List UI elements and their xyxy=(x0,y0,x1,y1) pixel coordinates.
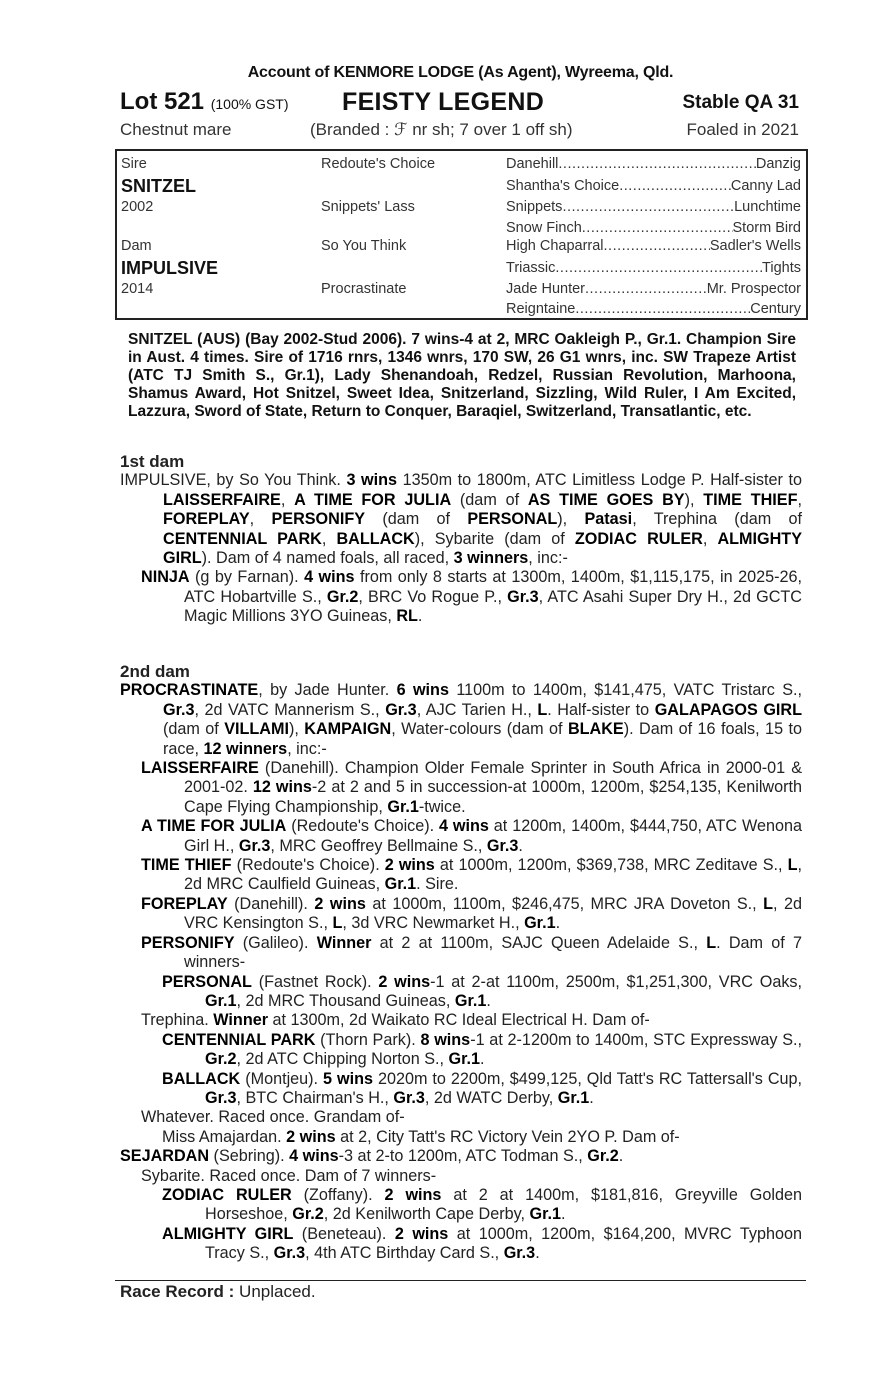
race-record-value: Unplaced. xyxy=(234,1282,316,1301)
highlight-text: Gr.3 xyxy=(205,1088,237,1107)
dam-label: Dam xyxy=(121,238,152,254)
dam-dam: Procrastinate xyxy=(321,281,407,297)
highlight-text: 6 wins xyxy=(396,681,449,700)
body-text: (Redoute's Choice). xyxy=(231,856,385,875)
body-text: , xyxy=(280,490,295,509)
dam-year: 2014 xyxy=(121,281,154,297)
body-text: Miss Amajardan. xyxy=(162,1127,287,1146)
highlight-text: PERSONIFY xyxy=(141,933,235,952)
body-text: (Galileo). xyxy=(234,933,317,952)
pedigree-gen3-right: Tights xyxy=(762,260,801,276)
highlight-text: BALLACK xyxy=(162,1069,241,1088)
body-text: , 2d MRC Thousand Guineas, xyxy=(236,991,455,1010)
dot-leader xyxy=(562,199,734,215)
highlight-text: BLAKE xyxy=(567,720,624,739)
highlight-text: VILLAMI xyxy=(224,720,289,739)
highlight-text: Gr.1 xyxy=(557,1088,590,1107)
pedigree-paragraph xyxy=(120,1128,802,1147)
body-text: from only 8 starts at 1300m, 1400m, $1,115,175, in 2025-26, ATC Hobartville S., xyxy=(184,568,802,606)
pedigree-paragraph xyxy=(120,1225,802,1264)
highlight-text: CENTENNIAL PARK xyxy=(163,529,322,548)
stable-label: Stable QA 31 xyxy=(682,92,799,113)
body-text: (Danehill). xyxy=(227,894,315,913)
body-text: IMPULSIVE, by So You Think. xyxy=(120,471,347,490)
body-text: (dam of xyxy=(163,720,225,739)
body-text: . xyxy=(486,991,491,1010)
pedigree-gen3-row xyxy=(506,260,801,276)
highlight-text: 12 wins xyxy=(252,778,312,797)
dot-leader xyxy=(582,220,733,236)
lot-number xyxy=(120,88,289,116)
highlight-text: Gr.1 xyxy=(387,797,419,816)
highlight-text: TIME THIEF xyxy=(141,856,232,875)
highlight-text: Winner xyxy=(213,1011,269,1030)
race-record xyxy=(120,1282,316,1302)
body-text: . xyxy=(535,1244,540,1263)
body-text: . xyxy=(518,836,523,855)
highlight-text: Gr.1 xyxy=(454,991,487,1010)
body-text: at 1000m, 1200m, $369,738, MRC Zeditave S., xyxy=(434,856,788,875)
body-text: (Montjeu). xyxy=(240,1069,324,1088)
pedigree-gen3-row xyxy=(506,301,801,317)
body-text: Sybarite. Raced once. Dam of 7 winners- xyxy=(141,1166,437,1185)
body-text: , AJC Tarien H., xyxy=(416,700,538,719)
sire-summary: SNITZEL (AUS) (Bay 2002-Stud 2006). 7 wins-4 at 2, MRC Oakleigh P., Gr.1. Champion Sire in Aust. 4 times. Sire of 1716 rnrs, 1346 wnrs, 170 SW, 26 G1 wnrs, inc. SW Trapeze Artist (ATC TJ Smith S., Gr.1), Lady Shenandoah, Redzel, Russian Revolution, Marhoona, Shamus Award, Hot Snitzel, Sweet Idea, Snitzerland, Sizzling, Wild Ruler, I Am Excited, Lazzura, Sword of State, Return to Conquer, Baraqiel, Switzerland, Transatlantic, etc. xyxy=(128,331,796,420)
body-text: , Water-colours (dam of xyxy=(391,720,568,739)
body-text: , 4th ATC Birthday Card S., xyxy=(305,1244,504,1263)
body-text: , xyxy=(249,510,272,529)
body-text: (Redoute's Choice). xyxy=(286,817,440,836)
body-text: . xyxy=(555,914,561,933)
body-text: ). Dam of 4 named foals, all raced, xyxy=(201,549,454,568)
sire-label: Sire xyxy=(121,156,147,172)
body-text: , 3d VRC Newmarket H., xyxy=(342,914,525,933)
highlight-text: Gr.2 xyxy=(587,1147,619,1166)
body-text: . xyxy=(561,1205,566,1224)
pedigree-paragraph xyxy=(120,1070,802,1109)
highlight-text: 5 wins xyxy=(323,1069,373,1088)
body-text: , 2d VRC Kensington S., xyxy=(184,894,802,933)
body-text: , 2d MRC Caulfield Guineas, xyxy=(184,856,802,894)
body-text: (g by Farnan). xyxy=(189,568,305,587)
highlight-text: Gr.1 xyxy=(529,1205,562,1224)
highlight-text: Gr.3 xyxy=(507,587,539,606)
highlight-text: Gr.3 xyxy=(486,836,519,855)
foaled-year: Foaled in 2021 xyxy=(686,120,799,139)
body-text: 1350m to 1800m, ATC Limitless Lodge P. Half-sister to xyxy=(397,471,802,490)
highlight-text: NINJA xyxy=(141,568,190,587)
horse-name: FEISTY LEGEND xyxy=(342,88,545,116)
body-text: . Half-sister to xyxy=(547,700,655,719)
highlight-text: Gr.3 xyxy=(503,1244,536,1263)
pedigree-gen3-left: Triassic xyxy=(506,260,556,276)
pedigree-gen3-left: High Chaparral xyxy=(506,238,604,254)
highlight-text: Gr.1 xyxy=(448,1050,481,1069)
pedigree-paragraph xyxy=(120,856,802,895)
body-text: , 2d VATC Mannerism S., xyxy=(194,700,386,719)
highlight-text: 12 winners xyxy=(203,739,288,758)
highlight-text: 3 wins xyxy=(346,471,398,490)
highlight-text: Gr.1 xyxy=(524,914,556,933)
highlight-text: PERSONAL xyxy=(467,510,558,529)
highlight-text: PERSONIFY xyxy=(271,510,366,529)
body-text: (Thorn Park). xyxy=(315,1030,421,1049)
highlight-text: ZODIAC RULER xyxy=(162,1185,292,1204)
highlight-text: AS TIME GOES BY xyxy=(527,490,685,509)
highlight-text: ZODIAC RULER xyxy=(574,529,703,548)
pedigree-paragraph xyxy=(120,973,802,1012)
highlight-text: PERSONAL xyxy=(162,972,252,991)
highlight-text: Gr.1 xyxy=(205,991,237,1010)
pedigree-paragraph xyxy=(120,568,802,626)
highlight-text: A TIME FOR JULIA xyxy=(294,490,452,509)
body-text: , BTC Chairman's H., xyxy=(236,1088,394,1107)
highlight-text: ALMIGHTY GIRL xyxy=(163,529,802,568)
pedigree-gen3-right: Mr. Prospector xyxy=(706,281,801,297)
highlight-text: L xyxy=(332,914,343,933)
pedigree-gen3-left: Shantha's Choice xyxy=(506,178,620,194)
lot-label: Lot 521 xyxy=(120,88,205,115)
body-text: , 2d ATC Chipping Norton S., xyxy=(236,1050,449,1069)
body-text: ), xyxy=(684,490,704,509)
highlight-text: RL xyxy=(396,607,418,626)
pedigree-gen3-row xyxy=(506,199,801,215)
highlight-text: FOREPLAY xyxy=(163,510,250,529)
pedigree-paragraph xyxy=(120,471,802,568)
pedigree-gen3-right: Canny Lad xyxy=(730,178,801,194)
pedigree-paragraph xyxy=(120,934,802,973)
second-dam-heading: 2nd dam xyxy=(120,662,190,681)
body-text: . Dam of 7 winners- xyxy=(184,933,802,972)
body-text: -3 at 2-to 1200m, ATC Todman S., xyxy=(338,1147,588,1166)
pedigree-paragraph xyxy=(120,1031,802,1070)
race-record-label: Race Record : xyxy=(120,1282,235,1301)
color-sex: Chestnut mare xyxy=(120,120,232,139)
body-text: at 2, City Tatt's RC Victory Vein 2YO P. Dam of- xyxy=(335,1127,680,1146)
highlight-text: 2 wins xyxy=(384,856,435,875)
highlight-text: Patasi xyxy=(584,510,633,529)
dot-leader xyxy=(585,281,707,297)
highlight-text: 3 winners xyxy=(453,549,529,568)
brand-info: (Branded : ℱ nr sh; 7 over 1 off sh) xyxy=(310,120,573,139)
pedigree-gen3-left: Reigntaine xyxy=(506,301,576,317)
pedigree-gen3-right: Danzig xyxy=(755,156,801,172)
sire-sire: Redoute's Choice xyxy=(321,156,436,172)
highlight-text: Gr.2 xyxy=(326,587,359,606)
body-text: , MRC Geoffrey Bellmaine S., xyxy=(270,836,487,855)
pedigree-gen3-row xyxy=(506,281,801,297)
highlight-text: Gr.2 xyxy=(205,1050,237,1069)
body-text: (Fastnet Rock). xyxy=(251,972,379,991)
pedigree-gen3-row xyxy=(506,238,801,254)
pedigree-gen3-row xyxy=(506,178,801,194)
pedigree-gen3-row xyxy=(506,156,801,172)
highlight-text: 2 wins xyxy=(394,1224,449,1243)
highlight-text: 4 wins xyxy=(439,817,489,836)
highlight-text: Gr.2 xyxy=(292,1205,324,1224)
body-text: (Sebring). xyxy=(209,1147,290,1166)
body-text: at 1000m, 1100m, $246,475, MRC JRA Doveton S., xyxy=(365,894,764,913)
sire-name: SNITZEL xyxy=(121,176,196,196)
body-text: , xyxy=(797,490,802,509)
highlight-text: PROCRASTINATE xyxy=(120,681,259,700)
pedigree-table xyxy=(115,149,808,320)
body-text: . xyxy=(589,1088,594,1107)
body-text: at 2 at 1100m, SAJC Queen Adelaide S., xyxy=(371,933,707,952)
highlight-text: LAISSERFAIRE xyxy=(163,490,281,509)
body-text: -1 at 2-1200m to 1400m, STC Expressway S., xyxy=(470,1030,803,1049)
highlight-text: L xyxy=(787,856,798,875)
body-text: , xyxy=(321,529,337,548)
pedigree-paragraph xyxy=(120,1186,802,1225)
dam-name: IMPULSIVE xyxy=(121,258,219,278)
body-text: , inc:- xyxy=(287,739,327,758)
highlight-text: 4 wins xyxy=(289,1147,339,1166)
pedigree-paragraph xyxy=(120,1011,802,1030)
body-text: , BRC Vo Rogue P., xyxy=(358,587,508,606)
pedigree-gen3-left: Jade Hunter xyxy=(506,281,585,297)
sire-dam: Snippets' Lass xyxy=(321,199,415,215)
highlight-text: Gr.3 xyxy=(273,1244,306,1263)
account-line: Account of KENMORE LODGE (As Agent), Wyreema, Qld. xyxy=(247,64,674,81)
divider xyxy=(115,1280,806,1281)
body-text: , 2d Kenilworth Cape Derby, xyxy=(323,1205,530,1224)
body-text: (Zoffany). xyxy=(291,1185,385,1204)
body-text: Whatever. Raced once. Grandam of- xyxy=(141,1108,405,1127)
body-text: , inc:- xyxy=(528,549,568,568)
dot-leader xyxy=(619,178,731,194)
highlight-text: Winner xyxy=(316,933,372,952)
body-text: , xyxy=(702,529,718,548)
pedigree-gen3-left: Danehill xyxy=(506,156,559,172)
dot-leader xyxy=(558,156,755,172)
second-dam-section xyxy=(120,662,802,1264)
pedigree-paragraph xyxy=(120,759,802,817)
highlight-text: L xyxy=(763,894,773,913)
body-text: -2 at 2 and 5 in succession-at 1000m, 1200m, $254,135, Kenilworth Cape Flying Championship, xyxy=(184,778,803,816)
highlight-text: Gr.3 xyxy=(238,836,271,855)
highlight-text: FOREPLAY xyxy=(141,894,228,913)
highlight-text: SEJARDAN xyxy=(120,1147,210,1166)
highlight-text: Gr.1 xyxy=(384,875,417,894)
body-text: . Sire. xyxy=(416,875,459,894)
body-text: at 1000m, 1200m, $164,200, MVRC Typhoon Tracy S., xyxy=(205,1224,802,1263)
highlight-text: 2 wins xyxy=(384,1185,442,1204)
first-dam-section xyxy=(120,452,802,627)
body-text: (Beneteau). xyxy=(293,1224,395,1243)
body-text: ), xyxy=(288,720,305,739)
body-text: (dam of xyxy=(451,490,528,509)
body-text: ), xyxy=(557,510,585,529)
pedigree-paragraph xyxy=(120,1167,802,1186)
highlight-text: 8 wins xyxy=(420,1030,471,1049)
body-text: 1100m to 1400m, $141,475, VATC Tristarc S., xyxy=(448,681,802,700)
sire-year: 2002 xyxy=(121,199,154,215)
body-text: (dam of xyxy=(365,510,468,529)
pedigree-paragraph xyxy=(120,895,802,934)
body-text: -1 at 2-at 1100m, 2500m, $1,251,300, VRC Oaks, xyxy=(430,972,803,991)
body-text: , ATC Asahi Super Dry H., 2d GCTC Magic Millions 3YO Guineas, xyxy=(184,587,802,626)
body-text: . xyxy=(417,607,423,626)
body-text: , Trephina (dam of xyxy=(632,510,802,529)
pedigree-gen3-left: Snippets xyxy=(506,199,563,215)
highlight-text: Gr.3 xyxy=(163,700,195,719)
dot-leader xyxy=(555,260,762,276)
body-text: at 1300m, 2d Waikato RC Ideal Electrical H. Dam of- xyxy=(268,1011,650,1030)
highlight-text: LAISSERFAIRE xyxy=(141,759,259,778)
highlight-text: 2 wins xyxy=(378,972,431,991)
first-dam-heading: 1st dam xyxy=(120,452,185,471)
body-text: -twice. xyxy=(418,797,466,816)
highlight-text: 2 wins xyxy=(314,894,366,913)
pedigree-gen3-right: Sadler's Wells xyxy=(709,238,801,254)
body-text: at 1200m, 1400m, $444,750, ATC Wenona Girl H., xyxy=(184,817,802,855)
pedigree-paragraph xyxy=(120,681,802,759)
highlight-text: Gr.3 xyxy=(385,700,417,719)
body-text: at 2 at 1400m, $181,816, Greyville Golden Horseshoe, xyxy=(205,1185,803,1224)
pedigree-gen3-right: Lunchtime xyxy=(734,199,801,215)
body-text: ). Dam of 16 foals, 15 to race, xyxy=(163,720,802,758)
highlight-text: BALLACK xyxy=(336,529,415,548)
highlight-text: CENTENNIAL PARK xyxy=(162,1030,316,1049)
highlight-text: KAMPAIGN xyxy=(304,720,392,739)
body-text: . xyxy=(480,1050,485,1069)
gst-label: (100% GST) xyxy=(210,96,289,112)
dam-sire: So You Think xyxy=(321,238,407,254)
body-text: Trephina. xyxy=(141,1011,214,1030)
dot-leader xyxy=(575,301,750,317)
pedigree-gen3-right: Storm Bird xyxy=(732,220,801,236)
body-text: . xyxy=(618,1147,624,1166)
pedigree-paragraph xyxy=(120,1147,802,1166)
highlight-text: L xyxy=(706,933,717,952)
body-text: 2020m to 2200m, $499,125, Qld Tatt's RC Tattersall's Cup, xyxy=(372,1069,803,1088)
highlight-text: ALMIGHTY GIRL xyxy=(162,1224,294,1243)
highlight-text: GALAPAGOS GIRL xyxy=(654,700,802,719)
highlight-text: TIME THIEF xyxy=(703,490,798,509)
pedigree-paragraph xyxy=(120,1108,802,1127)
body-text: , by Jade Hunter. xyxy=(258,681,397,700)
dot-leader xyxy=(604,238,710,254)
pedigree-gen3-left: Snow Finch xyxy=(506,220,582,236)
body-text: ), Sybarite (dam of xyxy=(414,529,575,548)
highlight-text: 2 wins xyxy=(286,1127,336,1146)
body-text: (Danehill). Champion Older Female Sprinter in South Africa in 2000-01 & 2001-02. xyxy=(184,759,802,797)
highlight-text: 4 wins xyxy=(304,568,355,587)
highlight-text: L xyxy=(537,700,548,719)
body-text: , 2d WATC Derby, xyxy=(424,1088,558,1107)
pedigree-gen3-row xyxy=(506,220,801,236)
highlight-text: A TIME FOR JULIA xyxy=(141,817,287,836)
highlight-text: Gr.3 xyxy=(393,1088,425,1107)
pedigree-gen3-right: Century xyxy=(750,301,801,317)
pedigree-paragraph xyxy=(120,817,802,856)
